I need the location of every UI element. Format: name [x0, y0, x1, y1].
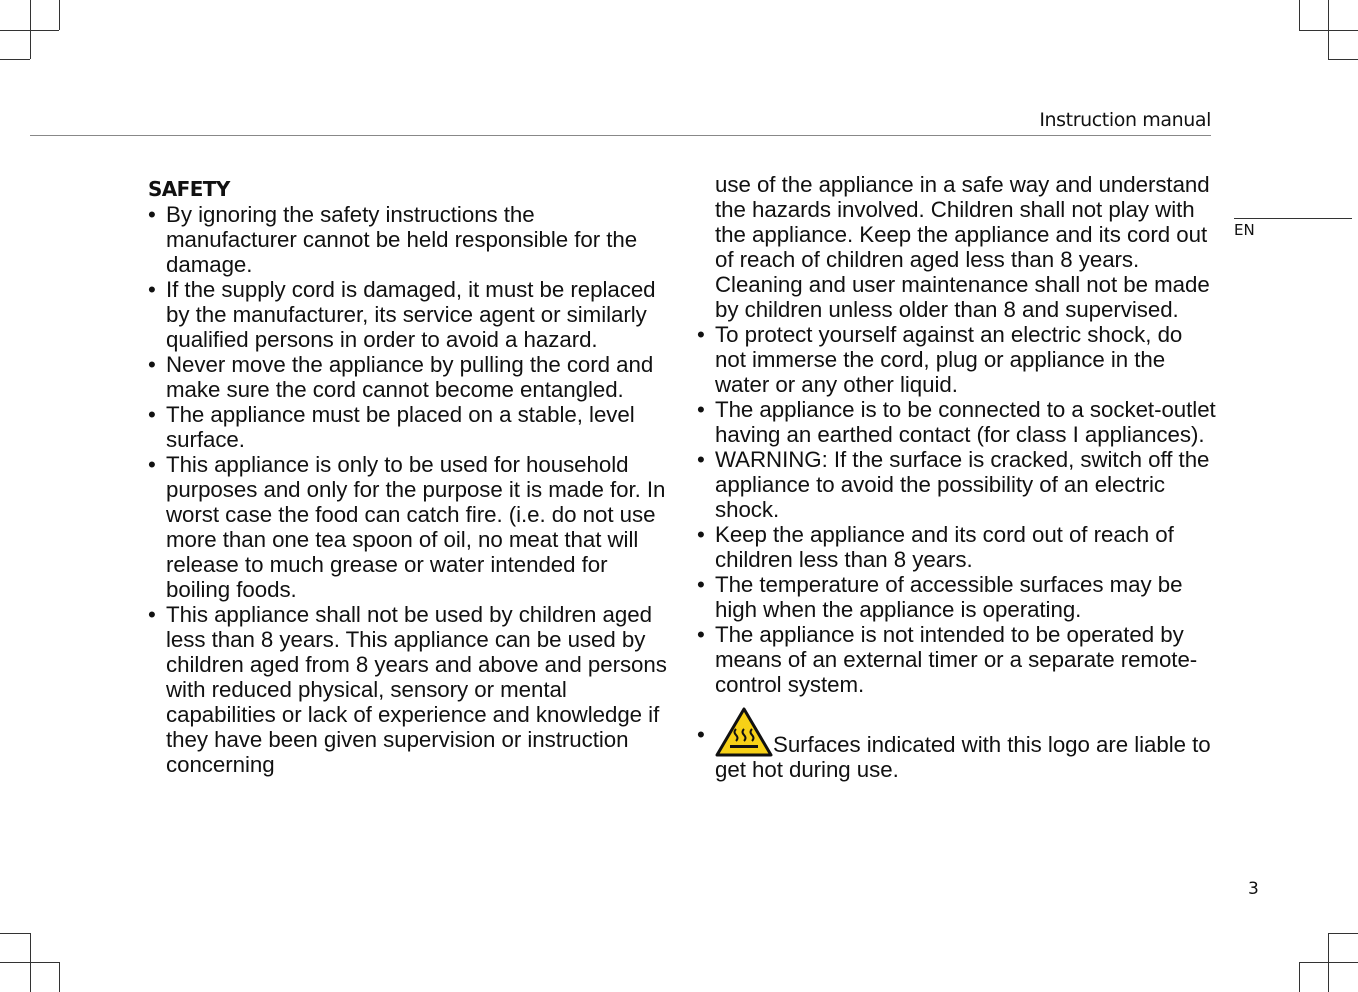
hot-surface-warning-icon	[715, 707, 773, 757]
crop-mark	[1328, 0, 1329, 59]
bullet: •	[148, 277, 156, 302]
left-bullet-list	[148, 202, 668, 777]
bullet: •	[697, 447, 705, 472]
bullet: •	[148, 202, 156, 227]
crop-mark	[1328, 933, 1358, 934]
list-item	[148, 452, 668, 602]
section-title: SAFETY	[148, 177, 230, 201]
list-item-text: The appliance must be placed on a stable, level surface.	[166, 402, 635, 452]
crop-mark	[59, 962, 60, 992]
language-divider	[1234, 218, 1352, 219]
list-item-text: Keep the appliance and its cord out of reach of children less than 8 years.	[715, 522, 1174, 572]
bullet: •	[697, 322, 705, 347]
bullet: •	[148, 352, 156, 377]
continued-text: use of the appliance in a safe way and understand the hazards involved. Children shall not play with the appliance. Keep the appliance and its cord out of reach of children aged less than 8 years. Cleaning and user maintenance shall not be made by children unless older than 8 and supervised.	[715, 172, 1210, 322]
crop-mark	[0, 59, 30, 60]
bullet: •	[697, 722, 705, 747]
left-column	[148, 177, 668, 777]
list-item	[148, 402, 668, 452]
list-item	[697, 572, 1217, 622]
list-item	[148, 277, 668, 352]
bullet: •	[697, 397, 705, 422]
list-item-text: WARNING: If the surface is cracked, switch off the appliance to avoid the possibility of an electric shock.	[715, 447, 1210, 522]
crop-mark	[1299, 962, 1300, 992]
crop-mark	[0, 962, 59, 963]
bullet: •	[697, 572, 705, 597]
list-item-text: The temperature of accessible surfaces may be high when the appliance is operating.	[715, 572, 1183, 622]
list-item-text: By ignoring the safety instructions the manufacturer cannot be held responsible for the damage.	[166, 202, 638, 277]
list-item	[697, 447, 1217, 522]
list-item-text: The appliance is to be connected to a socket-outlet having an earthed contact (for class I appliances).	[715, 397, 1216, 447]
list-item-text: The appliance is not intended to be operated by means of an external timer or a separate remote-control system.	[715, 622, 1198, 697]
bullet: •	[148, 602, 156, 627]
list-item-text: Never move the appliance by pulling the cord and make sure the cord cannot become entangled.	[166, 352, 654, 402]
list-item	[148, 202, 668, 277]
list-item-text: If the supply cord is damaged, it must be replaced by the manufacturer, its service agent or similarly qualified persons in order to avoid a hazard.	[166, 277, 656, 352]
crop-mark	[1299, 0, 1300, 30]
header-divider	[30, 135, 1211, 136]
hot-surface-note-text: Surfaces indicated with this logo are liable to get hot during use.	[715, 732, 1211, 782]
list-item	[697, 622, 1217, 697]
list-item	[148, 602, 668, 777]
right-column	[697, 172, 1217, 782]
crop-mark	[0, 933, 30, 934]
crop-mark	[1328, 59, 1358, 60]
bullet: •	[697, 522, 705, 547]
language-label: EN	[1234, 221, 1255, 239]
bullet: •	[148, 402, 156, 427]
list-item-text: To protect yourself against an electric shock, do not immerse the cord, plug or appliance in the water or any other liquid.	[715, 322, 1183, 397]
list-item	[697, 397, 1217, 447]
bullet: •	[148, 452, 156, 477]
header-title: Instruction manual	[1039, 109, 1211, 131]
bullet: •	[697, 622, 705, 647]
list-item	[697, 522, 1217, 572]
list-item	[148, 352, 668, 402]
list-item-text: This appliance shall not be used by children aged less than 8 years. This appliance can be used by children aged from 8 years and above and persons with reduced physical, sensory or mental capabilities or lack of experience and knowledge if they have been given supervision or instruction concerning	[166, 602, 667, 777]
right-bullet-list	[697, 322, 1217, 697]
list-item-text: This appliance is only to be used for household purposes and only for the purpose it is made for. In worst case the food can catch fire. (i.e. do not use more than one tea spoon of oil, no meat that will release to much grease or water intended for boiling foods.	[166, 452, 666, 602]
page-number: 3	[1248, 879, 1259, 899]
hot-surface-note	[697, 707, 1217, 782]
crop-mark	[1299, 962, 1358, 963]
list-item	[697, 322, 1217, 397]
crop-mark	[59, 0, 60, 30]
crop-mark	[30, 0, 31, 59]
